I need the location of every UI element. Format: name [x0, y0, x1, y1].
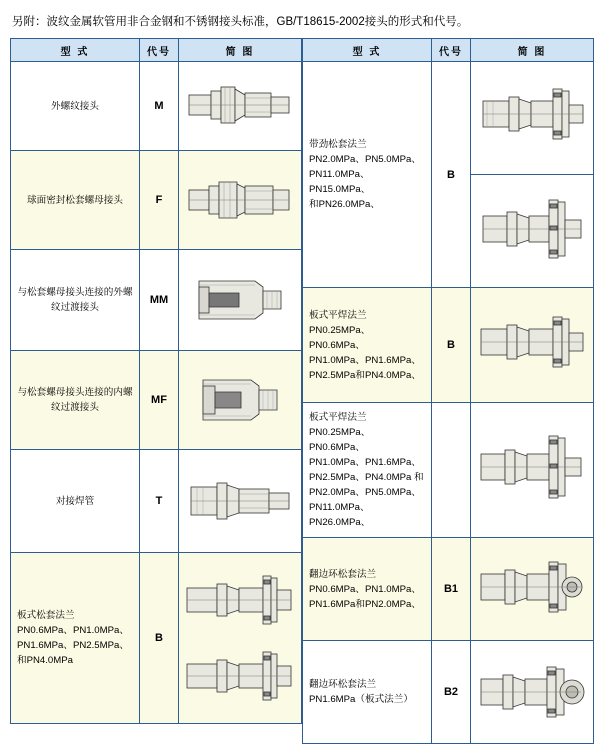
- row-code-label: MF: [140, 351, 179, 450]
- table-row: [11, 351, 302, 450]
- internal-thread-transition-icon: [179, 358, 301, 442]
- header-figure: 简 图: [471, 39, 594, 62]
- table-row: [11, 151, 302, 250]
- header-type: 型 式: [303, 39, 432, 62]
- row-type-label: 对接焊管: [11, 450, 140, 553]
- ribbed-loose-flange-icon-2: [471, 176, 593, 286]
- row-type-label: 球面密封松套螺母接头: [11, 151, 140, 250]
- row-figure: [179, 62, 302, 151]
- row-code-label: B: [432, 62, 471, 288]
- header-type: 型 式: [11, 39, 140, 62]
- table-header-row: [303, 39, 594, 62]
- row-code-label: F: [140, 151, 179, 250]
- row-type-label: 翻边环松套法兰 PN0.6MPa、PN1.0MPa、 PN1.6MPa和PN2.0MPa、: [303, 538, 432, 641]
- butt-weld-pipe-icon: [179, 457, 301, 545]
- row-figure: [471, 641, 594, 744]
- row-type-label: 翻边环松套法兰 PN1.6MPa（板式法兰）: [303, 641, 432, 744]
- spherical-seal-union-nut-icon: [179, 158, 301, 242]
- row-type-label: 带劲松套法兰 PN2.0MPa、PN5.0MPa、 PN11.0MPa、PN15.0MPa、 和PN26.0MPa、: [303, 62, 432, 288]
- row-code-label: B: [140, 553, 179, 724]
- row-figure: [179, 151, 302, 250]
- row-figure: [471, 538, 594, 641]
- table-row: [11, 450, 302, 553]
- row-figure: [471, 175, 594, 288]
- row-figure: [179, 553, 302, 724]
- plate-flat-weld-flange-icon-2: [471, 410, 593, 530]
- header-code: 代号: [432, 39, 471, 62]
- row-figure: [471, 403, 594, 538]
- row-type-label: 板式平焊法兰 PN0.25MPa、PN0.6MPa、 PN1.0MPa、PN1.6MPa、 PN2.5MPa和PN4.0MPa、: [303, 288, 432, 403]
- flared-ring-loose-flange-plate-icon: [471, 647, 593, 737]
- row-code-label: B1: [432, 538, 471, 641]
- row-code-label: B: [432, 288, 471, 403]
- row-type-label: 与松套螺母接头连接的外螺纹过渡接头: [11, 250, 140, 351]
- left-standard-table: [10, 38, 302, 724]
- row-figure: [179, 450, 302, 553]
- row-figure: [471, 288, 594, 403]
- table-row: [303, 641, 594, 744]
- row-figure: [179, 351, 302, 450]
- table-header-row: [11, 39, 302, 62]
- row-type-label: 外螺纹接头: [11, 62, 140, 151]
- row-code-label: T: [140, 450, 179, 553]
- table-row: [11, 62, 302, 151]
- table-row: [303, 288, 594, 403]
- row-figure: [471, 62, 594, 175]
- table-row: [303, 403, 594, 538]
- header-figure: 简 图: [179, 39, 302, 62]
- row-figure: [179, 250, 302, 351]
- table-row: [11, 553, 302, 724]
- external-thread-transition-icon: [179, 257, 301, 343]
- ribbed-loose-flange-icon-1: [471, 63, 593, 173]
- row-type-label: 板式松套法兰 PN0.6MPa、PN1.0MPa、 PN1.6MPa、PN2.5MPa、 和PN4.0MPa: [11, 553, 140, 724]
- tables-container: [10, 38, 590, 744]
- table-row: [303, 538, 594, 641]
- right-standard-table: [302, 38, 594, 744]
- table-row: [11, 250, 302, 351]
- header-code: 代号: [140, 39, 179, 62]
- plate-flat-weld-flange-icon-1: [471, 295, 593, 395]
- plate-loose-flange-icon: [179, 560, 301, 716]
- table-row: [303, 62, 594, 175]
- row-type-label: 板式平焊法兰 PN0.25MPa、PN0.6MPa、 PN1.0MPa、PN1.6MPa、 PN2.5MPa、PN4.0MPa 和 PN2.0MPa、PN5.0MPa、 PN11.0MPa、PN26.0MPa、: [303, 403, 432, 538]
- flared-ring-loose-flange-icon: [471, 544, 593, 634]
- row-code-label: M: [140, 62, 179, 151]
- page-title: 另附：波纹金属软管用非合金钢和不锈钢接头标准，GB/T18615-2002接头的形式和代号。: [12, 16, 469, 28]
- row-code-label: MM: [140, 250, 179, 351]
- row-type-label: 与松套螺母接头连接的内螺纹过渡接头: [11, 351, 140, 450]
- male-thread-fitting-icon: [179, 69, 301, 143]
- row-code-label: B2: [432, 641, 471, 744]
- row-code-label: [432, 403, 471, 538]
